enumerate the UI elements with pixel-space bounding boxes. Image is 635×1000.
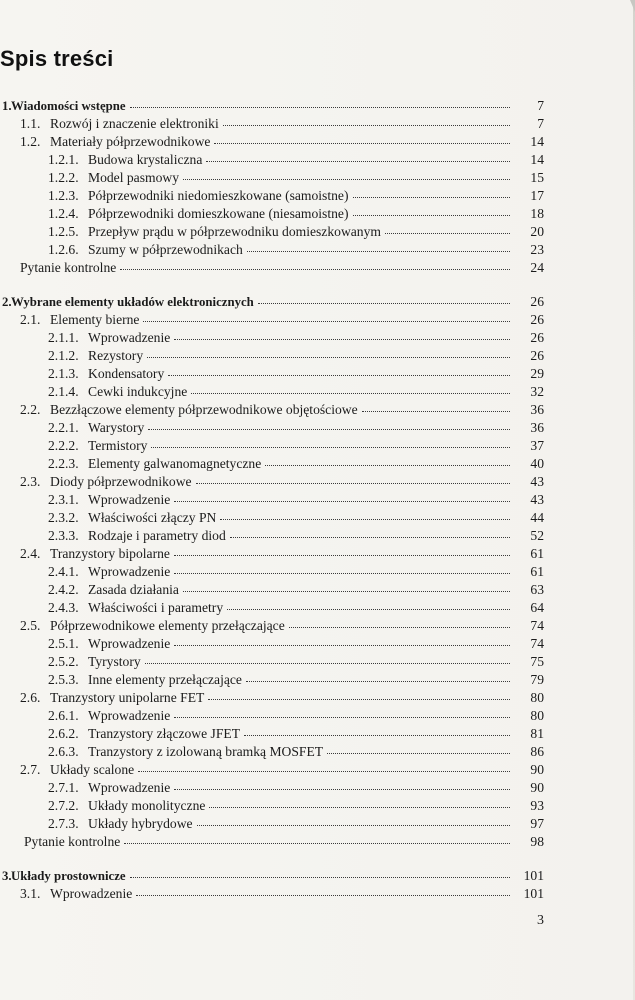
toc-entry-page: 90: [530, 780, 544, 795]
toc-entry-number: 2.4.2.: [48, 582, 79, 597]
toc-entry-leader: [220, 519, 510, 520]
toc-entry: [0, 599, 560, 617]
toc-entry-page: 63: [530, 582, 544, 597]
toc-entry: [0, 635, 560, 653]
toc-entry-title: Półprzewodniki domieszkowane (niesamoistne): [88, 206, 349, 221]
toc-entry-leader: [208, 699, 510, 700]
toc-entry-leader: [244, 735, 510, 736]
toc-entry: [0, 867, 560, 885]
toc-entry-title: Wprowadzenie: [88, 636, 171, 651]
toc-entry-leader: [151, 447, 510, 448]
toc-entry-title: Układy monolityczne: [88, 798, 206, 813]
toc-entry-leader: [138, 771, 510, 772]
toc-entry-page: 40: [530, 456, 544, 471]
toc-entry-number: 2.7.2.: [48, 798, 79, 813]
toc-entry-leader: [197, 825, 510, 826]
toc-entry-title: Pytanie kontrolne: [24, 834, 121, 849]
toc-entry-leader: [385, 233, 510, 234]
toc-entry-number: 2.1.4.: [48, 384, 79, 399]
toc-entry: [0, 707, 560, 725]
toc-entry-page: 101: [523, 868, 544, 883]
toc-entry: [0, 151, 560, 169]
toc-entry-page: 98: [530, 834, 544, 849]
toc-entry-number: 2.4.3.: [48, 600, 79, 615]
toc-entry-leader: [230, 537, 510, 538]
toc-entry-leader: [168, 375, 510, 376]
toc-entry-leader: [143, 321, 510, 322]
toc-entry-number: 2.5.3.: [48, 672, 79, 687]
toc-entry: [0, 311, 560, 329]
toc-entry-number: 1.2.3.: [48, 188, 79, 203]
toc-entry: [0, 653, 560, 671]
toc-entry-number: 2.2.3.: [48, 456, 79, 471]
toc-entry-number: 2.6.1.: [48, 708, 79, 723]
toc-entry-number: 1.2.6.: [48, 242, 79, 257]
page-title: Spis treści: [0, 46, 114, 71]
toc-entry-page: 80: [530, 690, 544, 705]
toc-entry-leader: [174, 339, 510, 340]
toc-entry-leader: [174, 717, 510, 718]
toc-entry-leader: [174, 789, 510, 790]
toc-entry: [0, 815, 560, 833]
toc-entry: [0, 115, 560, 133]
toc-entry-title: Elementy bierne: [50, 312, 140, 327]
toc-entry-title: Zasada działania: [88, 582, 179, 597]
toc-entry-title: Model pasmowy: [88, 170, 179, 185]
toc-entry-leader: [191, 393, 510, 394]
toc-entry-number: 2.1.1.: [48, 330, 79, 345]
toc-entry: [0, 419, 560, 437]
toc-entry-leader: [120, 269, 510, 270]
toc-entry: [0, 455, 560, 473]
toc-entry-number: 3.1.: [20, 886, 41, 901]
toc-entry: [0, 527, 560, 545]
toc-entry-title: Inne elementy przełączające: [88, 672, 242, 687]
toc-entry: [0, 241, 560, 259]
toc-entry-title: Wiadomości wstępne: [11, 99, 126, 113]
toc-entry-page: 23: [530, 242, 544, 257]
toc-entry-page: 44: [530, 510, 544, 525]
toc-entry-leader: [265, 465, 510, 466]
toc-entry: [0, 169, 560, 187]
toc-entry-page: 24: [530, 260, 544, 275]
toc-entry-number: 1.: [2, 99, 12, 113]
toc-entry-page: 97: [530, 816, 544, 831]
toc-entry-title: Układy prostownicze: [11, 869, 126, 883]
toc-entry-leader: [148, 429, 510, 430]
toc-entry-title: Tranzystory unipolarne FET: [50, 690, 205, 705]
toc-entry: [0, 223, 560, 241]
toc-entry-number: 2.6.2.: [48, 726, 79, 741]
toc-entry-title: Elementy galwanomagnetyczne: [88, 456, 262, 471]
toc-entry-page: 75: [530, 654, 544, 669]
toc-entry-title: Tranzystory złączowe JFET: [88, 726, 241, 741]
toc-entry-number: 2.3.3.: [48, 528, 79, 543]
toc-entry-title: Właściwości i parametry: [88, 600, 224, 615]
toc-entry-number: 2.5.: [20, 618, 41, 633]
toc-entry-page: 90: [530, 762, 544, 777]
toc-entry: [0, 761, 560, 779]
toc-entry-page: 52: [530, 528, 544, 543]
toc-entry: [0, 725, 560, 743]
toc-entry-title: Pytanie kontrolne: [20, 260, 117, 275]
toc-entry-leader: [147, 357, 510, 358]
toc-entry: [0, 473, 560, 491]
toc-entry-number: 2.5.2.: [48, 654, 79, 669]
toc-entry-page: 43: [530, 474, 544, 489]
toc-entry-title: Wprowadzenie: [50, 886, 133, 901]
toc-entry-number: 2.3.: [20, 474, 41, 489]
toc-entry-number: 1.2.5.: [48, 224, 79, 239]
toc-entry-page: 32: [530, 384, 544, 399]
toc-entry-page: 14: [530, 134, 544, 149]
toc-entry-number: 2.2.2.: [48, 438, 79, 453]
toc-entry-title: Wprowadzenie: [88, 780, 171, 795]
toc-entry-title: Rozwój i znaczenie elektroniki: [50, 116, 219, 131]
toc-entry-page: 26: [530, 348, 544, 363]
toc-entry-title: Warystory: [88, 420, 145, 435]
toc-entry-leader: [227, 609, 510, 610]
toc-entry-title: Bezzłączowe elementy półprzewodnikowe objętościowe: [50, 402, 358, 417]
toc-entry-title: Półprzewodniki niedomieszkowane (samoistne): [88, 188, 349, 203]
toc-entry-title: Materiały półprzewodnikowe: [50, 134, 211, 149]
toc-entry-leader: [124, 843, 510, 844]
toc-entry-number: 1.2.1.: [48, 152, 79, 167]
toc-entry: [0, 689, 560, 707]
toc-entry-leader: [289, 627, 510, 628]
toc-entry-leader: [206, 161, 510, 162]
toc-entry: [0, 329, 560, 347]
toc-entry-title: Cewki indukcyjne: [88, 384, 188, 399]
toc-entry-leader: [174, 645, 510, 646]
toc-entry-leader: [247, 251, 510, 252]
toc-entry: [0, 743, 560, 761]
toc-entry: [0, 509, 560, 527]
toc-entry-number: 2.3.1.: [48, 492, 79, 507]
toc-entry-page: 26: [530, 294, 544, 309]
toc-entry-title: Układy hybrydowe: [88, 816, 193, 831]
toc-entry-leader: [223, 125, 510, 126]
toc-entry-page: 81: [530, 726, 544, 741]
toc-entry: [0, 617, 560, 635]
toc-entry-leader: [174, 555, 510, 556]
toc-entry-page: 79: [530, 672, 544, 687]
toc-entry-number: 2.5.1.: [48, 636, 79, 651]
toc-entry-page: 93: [530, 798, 544, 813]
toc-entry-number: 2.4.1.: [48, 564, 79, 579]
toc-entry-title: Właściwości złączy PN: [88, 510, 217, 525]
toc-entry-number: 2.2.: [20, 402, 41, 417]
toc-entry-title: Wprowadzenie: [88, 330, 171, 345]
toc-entry-title: Tranzystory z izolowaną bramką MOSFET: [88, 744, 324, 759]
toc-entry-page: 7: [537, 116, 544, 131]
toc-entry-page: 101: [523, 886, 544, 901]
toc-entry-page: 64: [530, 600, 544, 615]
toc-entry-page: 15: [530, 170, 544, 185]
toc-entry-number: 1.2.2.: [48, 170, 79, 185]
toc-entry-number: 1.2.4.: [48, 206, 79, 221]
toc-entry: [0, 833, 560, 851]
toc-entry-page: 7: [537, 98, 544, 113]
toc-entry-leader: [196, 483, 510, 484]
toc-entry-title: Termistory: [88, 438, 148, 453]
page-number: 3: [537, 913, 544, 928]
toc-entry-title: Wprowadzenie: [88, 564, 171, 579]
toc-entry-number: 2.6.: [20, 690, 41, 705]
toc-entry: [0, 563, 560, 581]
toc-entry-title: Diody półprzewodnikowe: [50, 474, 192, 489]
toc-entry-page: 86: [530, 744, 544, 759]
toc-entry: [0, 97, 560, 115]
toc-entry-leader: [174, 501, 510, 502]
toc-entry-title: Tranzystory bipolarne: [50, 546, 170, 561]
toc-entry-page: 43: [530, 492, 544, 507]
toc-entry-number: 2.7.3.: [48, 816, 79, 831]
toc-entry-title: Układy scalone: [50, 762, 135, 777]
toc-entry-title: Rezystory: [88, 348, 144, 363]
toc-entry-page: 20: [530, 224, 544, 239]
toc-entry-leader: [353, 215, 510, 216]
toc-entry-number: 2.1.3.: [48, 366, 79, 381]
toc-entry-title: Budowa krystaliczna: [88, 152, 203, 167]
toc-entry-page: 74: [530, 618, 544, 633]
toc-entry: [0, 133, 560, 151]
toc-entry: [0, 779, 560, 797]
toc-entry: [0, 293, 560, 311]
toc-entry-title: Przepływ prądu w półprzewodniku domieszkowanym: [88, 224, 381, 239]
toc-entry-page: 36: [530, 402, 544, 417]
toc-entry-page: 26: [530, 330, 544, 345]
toc-entry-leader: [183, 591, 510, 592]
toc-entry-title: Szumy w półprzewodnikach: [88, 242, 243, 257]
toc-entry: [0, 671, 560, 689]
toc-entry-number: 2.2.1.: [48, 420, 79, 435]
toc-entry-number: 3.: [2, 869, 12, 883]
toc-entry: [0, 259, 560, 277]
toc-entry-number: 2.: [2, 295, 12, 309]
toc-entry-page: 18: [530, 206, 544, 221]
toc-entry: [0, 401, 560, 419]
toc-entry: [0, 491, 560, 509]
toc-entry: [0, 347, 560, 365]
toc-entry-number: 2.7.1.: [48, 780, 79, 795]
toc-entry-leader: [174, 573, 510, 574]
toc-entry-leader: [136, 895, 510, 896]
toc-entry-title: Rodzaje i parametry diod: [88, 528, 226, 543]
toc-entry-page: 61: [530, 546, 544, 561]
toc-entry-number: 2.6.3.: [48, 744, 79, 759]
toc-entry-title: Wprowadzenie: [88, 492, 171, 507]
toc-entry-page: 29: [530, 366, 544, 381]
toc-entry: [0, 383, 560, 401]
toc-entry-title: Tyrystory: [88, 654, 141, 669]
toc-entry-page: 80: [530, 708, 544, 723]
toc-entry: [0, 797, 560, 815]
toc-entry: [0, 205, 560, 223]
toc-entry-title: Kondensatory: [88, 366, 165, 381]
toc-entry-number: 2.3.2.: [48, 510, 79, 525]
toc-entry-leader: [246, 681, 510, 682]
toc-entry: [0, 545, 560, 563]
toc-entry-leader: [145, 663, 510, 664]
toc-entry-leader: [353, 197, 510, 198]
toc-entry: [0, 187, 560, 205]
toc-entry-leader: [209, 807, 510, 808]
toc-entry-number: 1.1.: [20, 116, 41, 131]
toc-entry-leader: [362, 411, 510, 412]
toc-entry-page: 17: [530, 188, 544, 203]
toc-entry: [0, 581, 560, 599]
toc-entry-title: Półprzewodnikowe elementy przełączające: [50, 618, 285, 633]
toc-entry-number: 2.7.: [20, 762, 41, 777]
toc-entry-page: 37: [530, 438, 544, 453]
toc-entry-title: Wybrane elementy układów elektronicznych: [11, 295, 254, 309]
toc-entry-number: 2.4.: [20, 546, 41, 561]
toc-entry-page: 26: [530, 312, 544, 327]
toc-entry-page: 14: [530, 152, 544, 167]
toc-entry-title: Wprowadzenie: [88, 708, 171, 723]
toc-entry-leader: [214, 143, 510, 144]
toc-entry: [0, 365, 560, 383]
toc-entry: [0, 885, 560, 903]
toc-entry-page: 74: [530, 636, 544, 651]
toc-entry-leader: [327, 753, 510, 754]
toc-entry-leader: [130, 107, 510, 108]
toc-entry-number: 2.1.2.: [48, 348, 79, 363]
toc-entry-page: 36: [530, 420, 544, 435]
toc-entry-leader: [183, 179, 510, 180]
toc-entry-leader: [130, 877, 510, 878]
toc-entry-leader: [258, 303, 510, 304]
toc-entry-number: 2.1.: [20, 312, 41, 327]
toc-entry-number: 1.2.: [20, 134, 41, 149]
toc-entry-page: 61: [530, 564, 544, 579]
toc-entry: [0, 437, 560, 455]
